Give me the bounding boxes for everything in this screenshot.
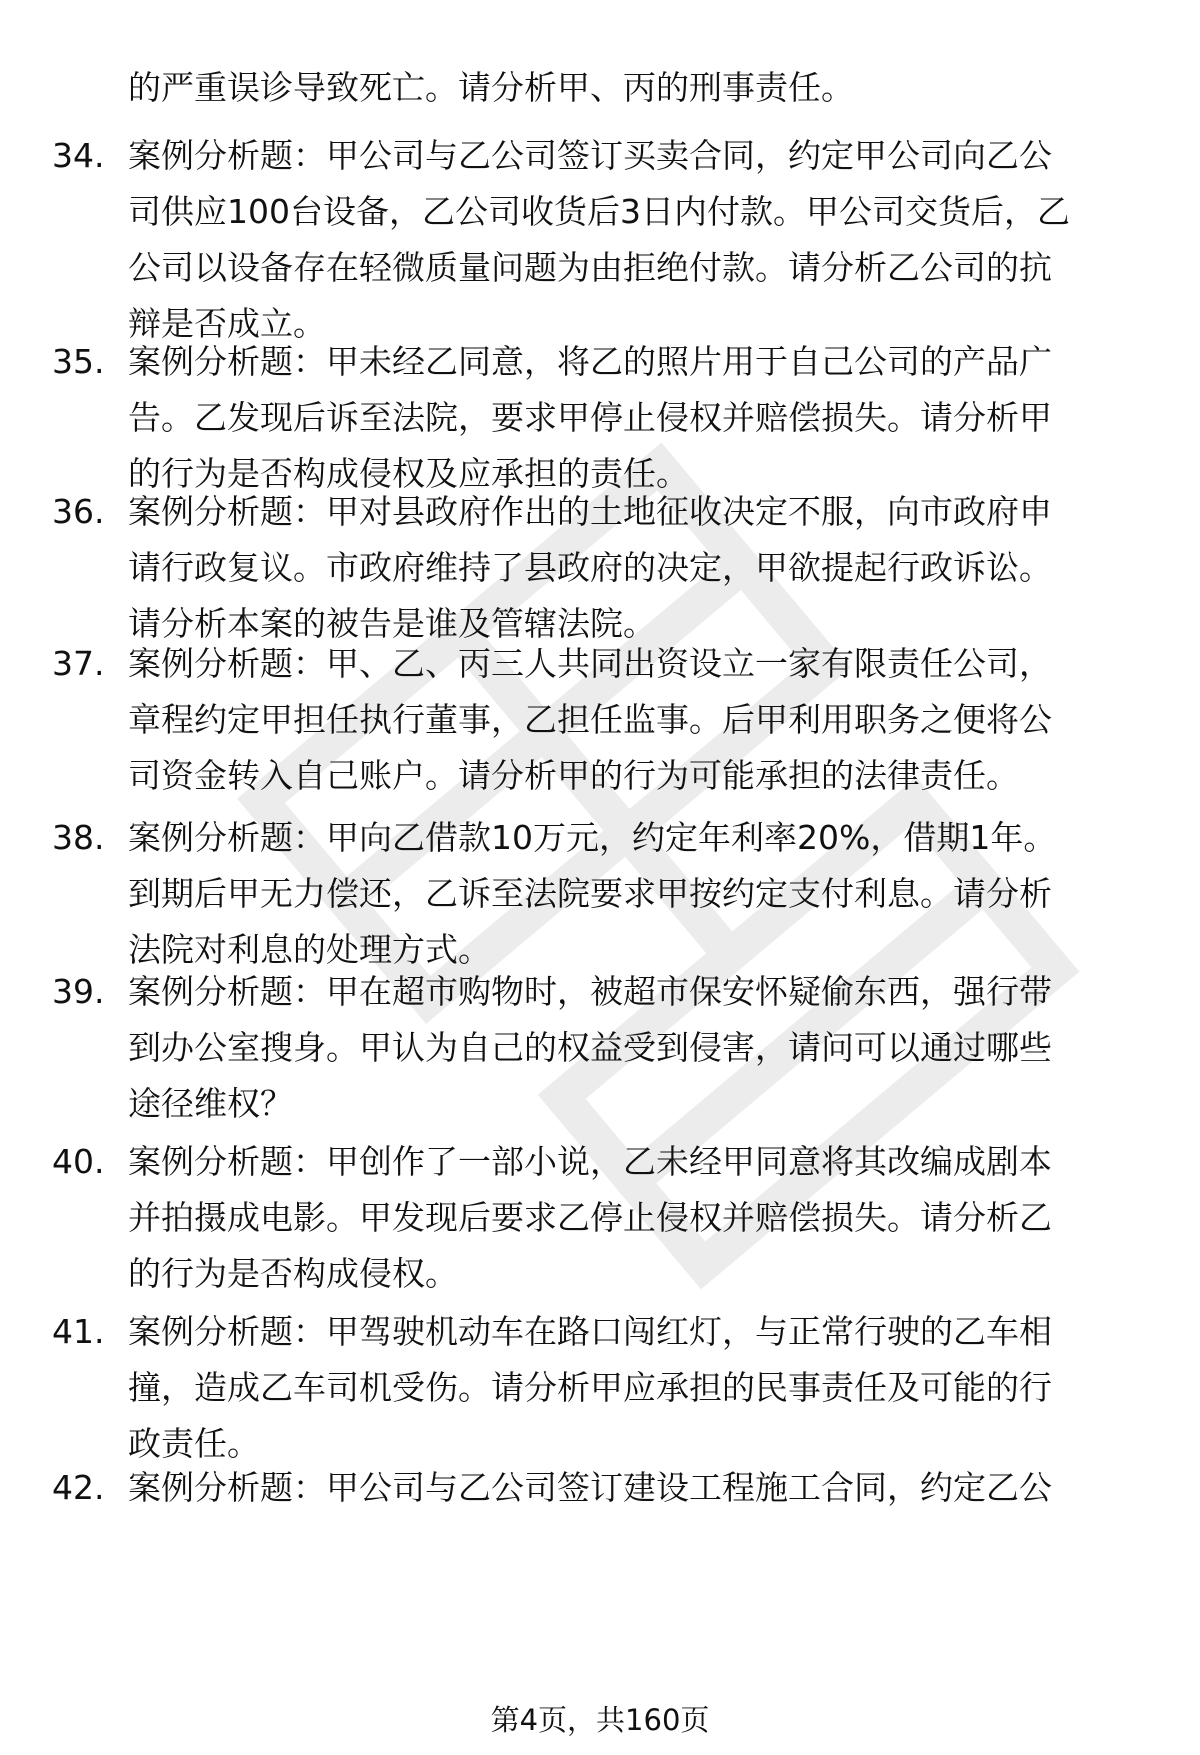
page-footer: 第4页，共160页	[490, 1703, 710, 1737]
question-text	[128, 484, 1138, 652]
question-text-line: 并拍摄成电影。甲发现后要求乙停止侵权并赔偿损失。请分析乙	[128, 1198, 1052, 1237]
question-text-line: 撞，造成乙车司机受伤。请分析甲应承担的民事责任及可能的行	[128, 1368, 1052, 1407]
question-text-line: 案例分析题：甲驾驶机动车在路口闯红灯，与正常行驶的乙车相	[128, 1312, 1052, 1351]
question-text-line: 政责任。	[128, 1424, 260, 1463]
question-text	[128, 334, 1138, 502]
question-text-line: 途径维权？	[128, 1084, 293, 1123]
question-text-line: 的行为是否构成侵权。	[128, 1254, 458, 1293]
question-text	[128, 636, 1138, 804]
question-text-line: 案例分析题：甲向乙借款10万元，约定年利率20%，借期1年。	[128, 818, 1057, 857]
question-number: 36.	[52, 492, 105, 531]
question-text	[128, 810, 1138, 978]
question-text-line: 的行为是否构成侵权及应承担的责任。	[128, 454, 689, 493]
question-text	[128, 1134, 1138, 1302]
question-text-line: 请行政复议。市政府维持了县政府的决定，甲欲提起行政诉讼。	[128, 548, 1052, 587]
question-number: 38.	[52, 818, 105, 857]
question-text	[128, 964, 1138, 1132]
question-text-line: 案例分析题：甲、乙、丙三人共同出资设立一家有限责任公司，	[128, 644, 1052, 683]
question-number: 39.	[52, 972, 105, 1011]
question-text-line: 章程约定甲担任执行董事，乙担任监事。后甲利用职务之便将公	[128, 700, 1052, 739]
continued-text: 的严重误诊导致死亡。请分析甲、丙的刑事责任。	[128, 68, 854, 107]
question-text-line: 案例分析题：甲未经乙同意，将乙的照片用于自己公司的产品广	[128, 342, 1052, 381]
question-text-line: 案例分析题：甲在超市购物时，被超市保安怀疑偷东西，强行带	[128, 972, 1052, 1011]
question-text-line: 公司以设备存在轻微质量问题为由拒绝付款。请分析乙公司的抗	[128, 248, 1052, 287]
question-text-line: 到办公室搜身。甲认为自己的权益受到侵害，请问可以通过哪些	[128, 1028, 1052, 1067]
question-text-line: 案例分析题：甲创作了一部小说，乙未经甲同意将其改编成剧本	[128, 1142, 1052, 1181]
question-text-line: 案例分析题：甲公司与乙公司签订建设工程施工合同，约定乙公	[128, 1468, 1052, 1507]
question-number: 40.	[52, 1142, 105, 1181]
question-text	[128, 1460, 1138, 1516]
question-text-line: 辩是否成立。	[128, 304, 326, 343]
question-number: 35.	[52, 342, 105, 381]
question-number: 34.	[52, 136, 105, 175]
question-text-line: 案例分析题：甲对县政府作出的土地征收决定不服，向市政府申	[128, 492, 1052, 531]
question-number: 37.	[52, 644, 105, 683]
question-text-line: 法院对利息的处理方式。	[128, 930, 491, 969]
question-text-line: 请分析本案的被告是谁及管辖法院。	[128, 604, 656, 643]
question-text-line: 到期后甲无力偿还，乙诉至法院要求甲按约定支付利息。请分析	[128, 874, 1052, 913]
question-text-line: 告。乙发现后诉至法院，要求甲停止侵权并赔偿损失。请分析甲	[128, 398, 1052, 437]
question-text-line: 案例分析题：甲公司与乙公司签订买卖合同，约定甲公司向乙公	[128, 136, 1052, 175]
question-number: 41.	[52, 1312, 105, 1351]
question-text	[128, 128, 1138, 352]
question-number: 42.	[52, 1468, 105, 1507]
question-text-line: 司资金转入自己账户。请分析甲的行为可能承担的法律责任。	[128, 756, 1019, 795]
question-text	[128, 1304, 1138, 1472]
question-text-line: 司供应100台设备，乙公司收货后3日内付款。甲公司交货后，乙	[128, 192, 1070, 231]
